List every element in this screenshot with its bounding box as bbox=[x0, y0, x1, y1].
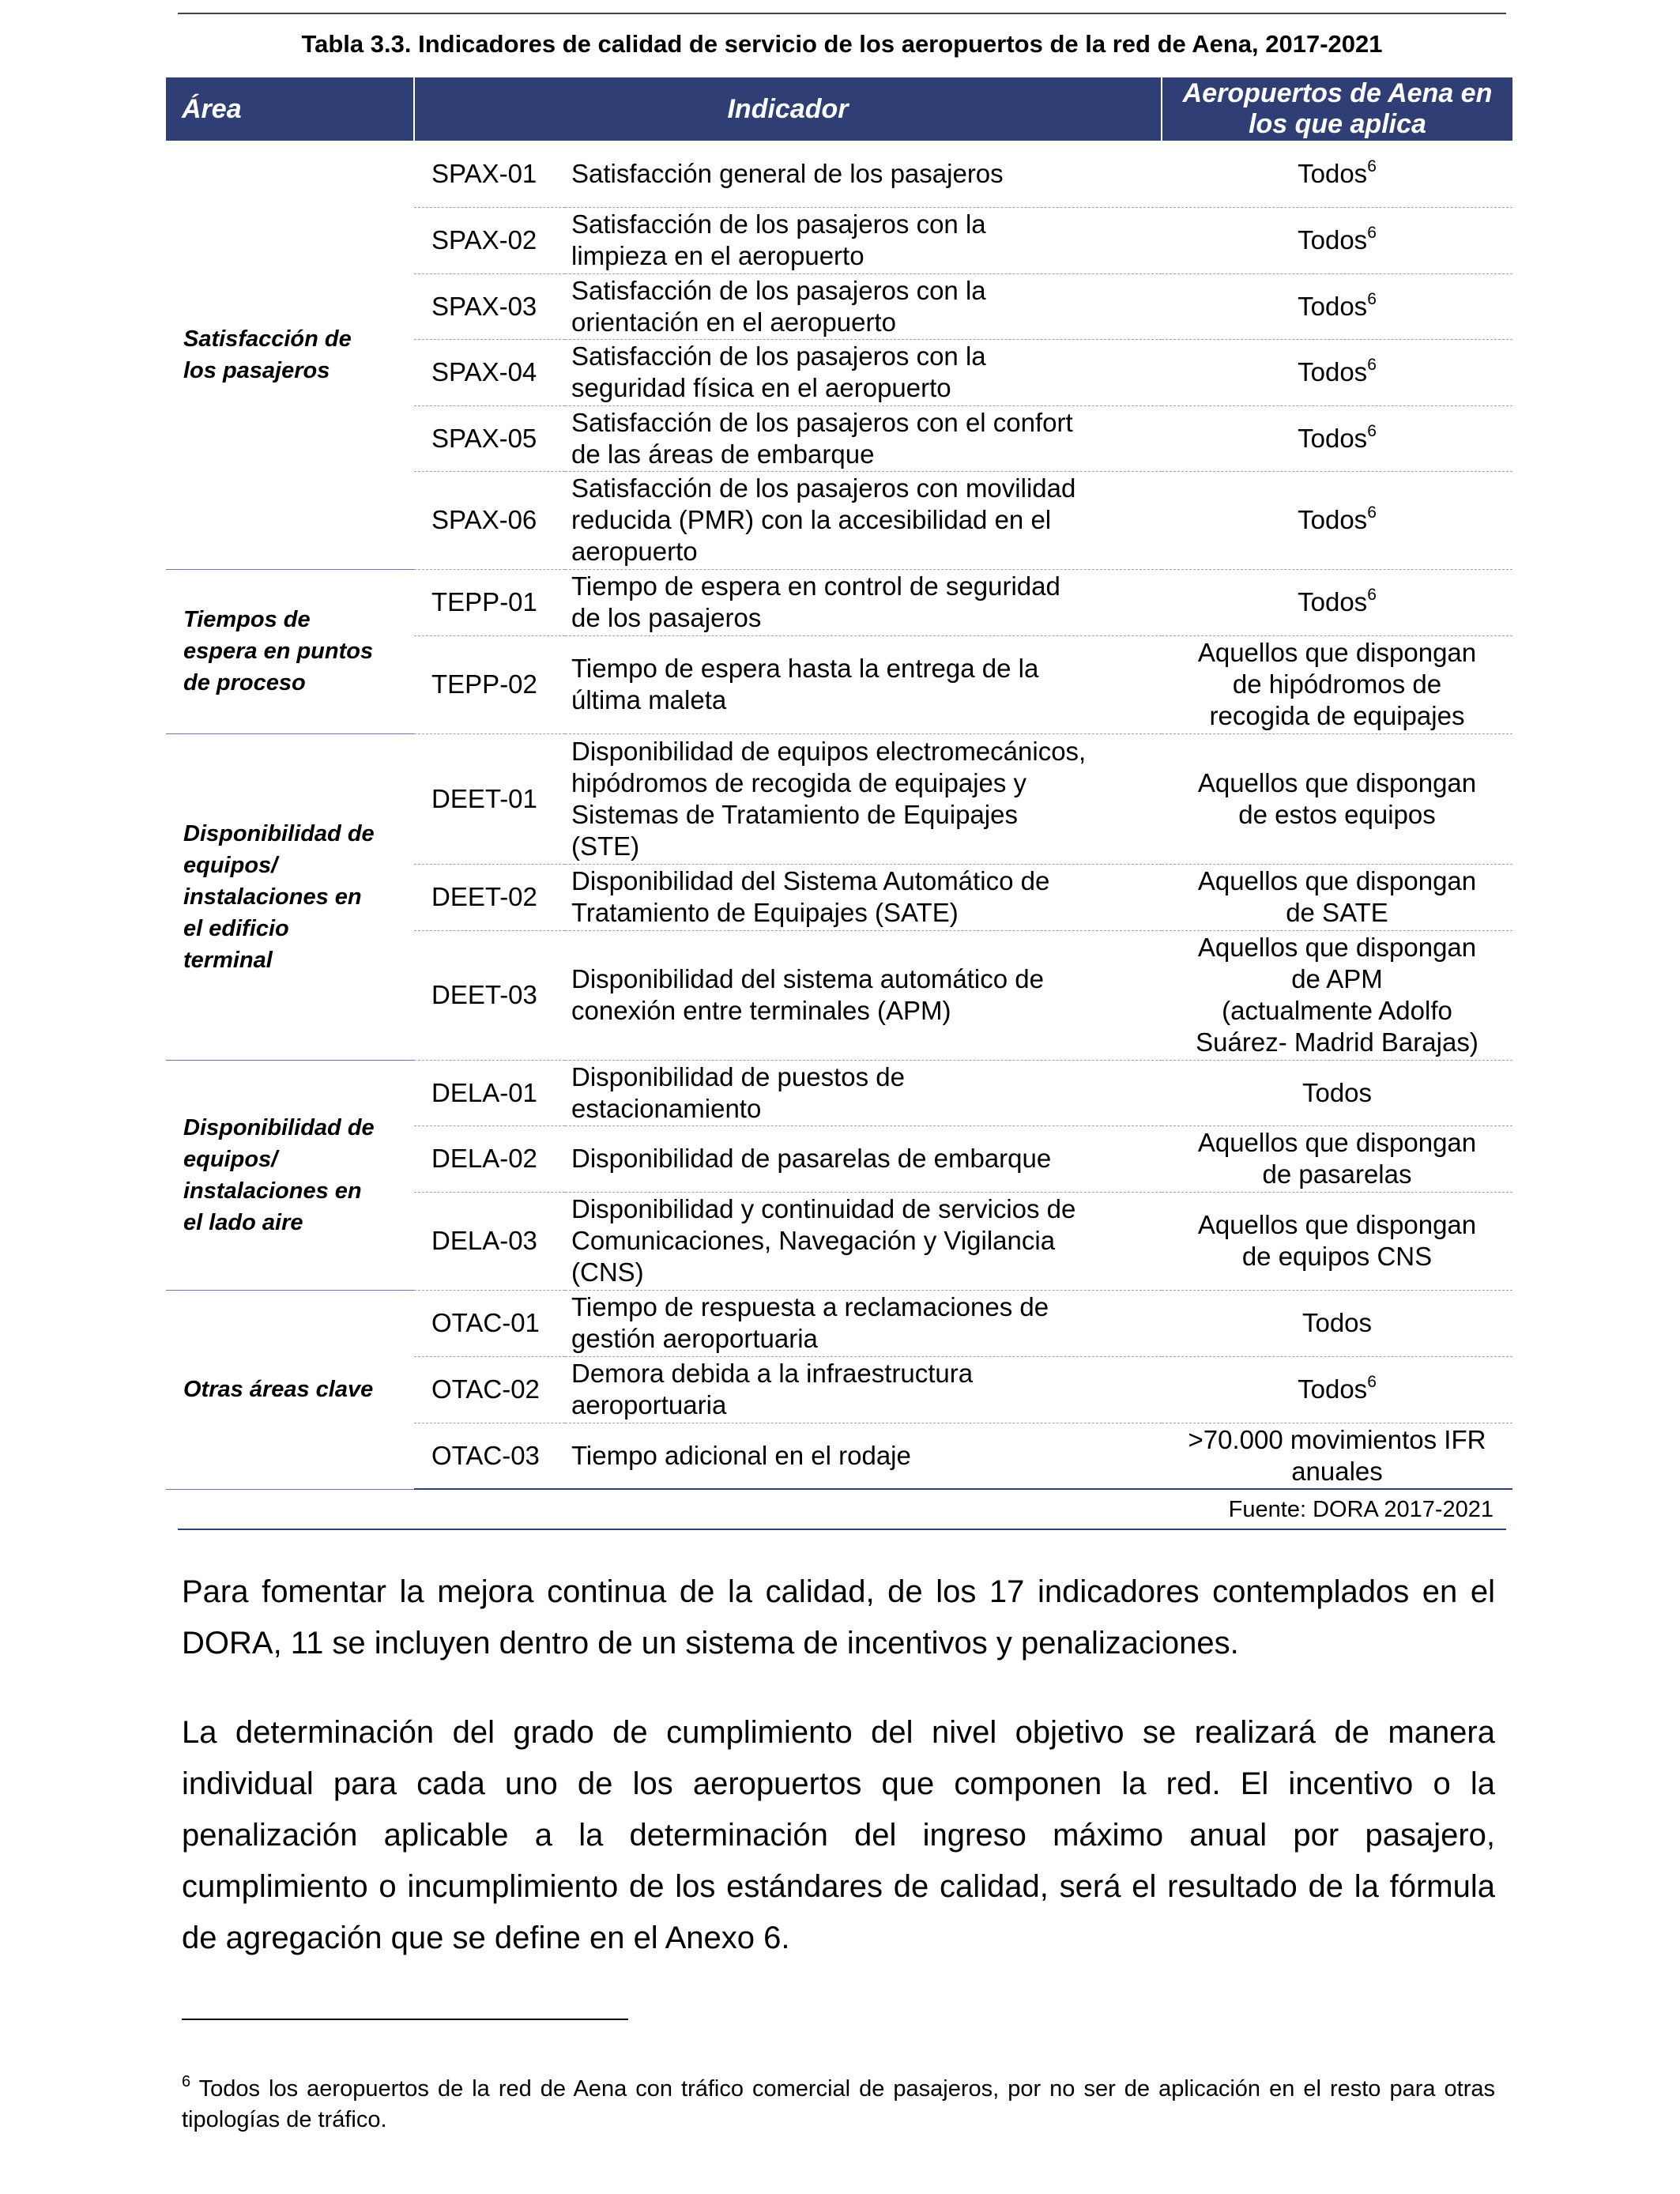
indicator-description bbox=[565, 864, 1162, 930]
applies-line: Todos bbox=[1298, 357, 1368, 386]
applies-line: de hipódromos de bbox=[1232, 669, 1442, 699]
description-line: Tiempo de espera en control de seguridad bbox=[571, 571, 1060, 601]
applies-line: Aquellos que dispongan bbox=[1197, 638, 1477, 667]
indicator-description bbox=[565, 930, 1162, 1060]
description-line: aeropuerto bbox=[571, 537, 698, 566]
description-line: estacionamiento bbox=[571, 1093, 762, 1123]
applies-cell bbox=[1162, 141, 1512, 207]
applies-cell bbox=[1162, 339, 1512, 405]
applies-line: Todos bbox=[1298, 225, 1368, 254]
description-line: Tiempo de respuesta a reclamaciones de bbox=[571, 1292, 1049, 1321]
applies-line: Aquellos que dispongan bbox=[1197, 1210, 1477, 1239]
applies-line: de equipos CNS bbox=[1241, 1242, 1433, 1271]
applies-line: Todos bbox=[1298, 1374, 1368, 1404]
area-label-line: equipos/ bbox=[183, 852, 278, 878]
description-line: reducida (PMR) con la accesibilidad en el bbox=[571, 505, 1052, 534]
indicator-code: SPAX-04 bbox=[414, 339, 565, 405]
description-line: Satisfacción de los pasajeros con la bbox=[571, 275, 986, 305]
applies-cell bbox=[1162, 864, 1512, 930]
description-line: Satisfacción de los pasajeros con la bbox=[571, 341, 986, 371]
source-note: Fuente: DORA 2017-2021 bbox=[1228, 1497, 1494, 1522]
table-row bbox=[166, 1060, 1512, 1125]
indicator-code: DEET-03 bbox=[414, 930, 565, 1060]
table-header-row bbox=[166, 77, 1512, 141]
applies-cell bbox=[1162, 1356, 1512, 1423]
indicator-code: SPAX-01 bbox=[414, 141, 565, 207]
footnote bbox=[182, 2074, 1495, 2136]
footnote-text: Todos los aeropuertos de la red de Aena con tráfico comercial de pasajeros, por no ser de aplicación en el resto para otras tipologías de tráfico. bbox=[182, 2076, 1495, 2132]
area-label-line: Disponibilidad de bbox=[183, 1114, 375, 1140]
area-label-line: equipos/ bbox=[183, 1146, 278, 1172]
indicator-description bbox=[565, 1192, 1162, 1290]
description-line: Satisfacción de los pasajeros con la bbox=[571, 209, 986, 239]
description-line: Tiempo adicional en el rodaje bbox=[571, 1440, 911, 1470]
area-label-line: instalaciones en bbox=[183, 884, 362, 910]
applies-line: Todos bbox=[1298, 158, 1368, 188]
indicator-description bbox=[565, 733, 1162, 864]
description-line: orientación en el aeropuerto bbox=[571, 307, 896, 337]
indicators-table bbox=[166, 77, 1512, 1490]
area-label-line: espera en puntos bbox=[183, 639, 374, 664]
footnote-mark: 6 bbox=[182, 2073, 191, 2090]
indicator-description bbox=[565, 405, 1162, 471]
description-line: de las áreas de embarque bbox=[571, 439, 875, 469]
indicator-code: TEPP-01 bbox=[414, 569, 565, 635]
paragraph-incentives: Para fomentar la mejora continua de la calidad, de los 17 indicadores contemplados en el DORA, 11 se incluyen dentro de un sistema de incentivos y penalizaciones. bbox=[182, 1574, 1495, 1661]
footnote-ref: 6 bbox=[1367, 289, 1377, 308]
applies-line: Todos bbox=[1298, 423, 1368, 453]
footnote-ref: 6 bbox=[1367, 586, 1377, 604]
applies-line: Todos bbox=[1298, 505, 1368, 534]
indicator-description bbox=[565, 1423, 1162, 1489]
indicator-code: SPAX-06 bbox=[414, 471, 565, 569]
area-label-line: Satisfacción de bbox=[183, 326, 352, 352]
footnote-ref: 6 bbox=[1367, 356, 1377, 374]
applies-line: anuales bbox=[1291, 1456, 1383, 1486]
indicator-code: DELA-01 bbox=[414, 1060, 565, 1125]
description-line: Disponibilidad de puestos de bbox=[571, 1061, 905, 1091]
area-label-line: de proceso bbox=[183, 670, 306, 696]
applies-cell bbox=[1162, 405, 1512, 471]
description-line: Disponibilidad y continuidad de servicios de bbox=[571, 1194, 1076, 1223]
applies-cell bbox=[1162, 273, 1512, 339]
description-line: Sistemas de Tratamiento de Equipajes bbox=[571, 799, 1018, 829]
description-line: Comunicaciones, Navegación y Vigilancia bbox=[571, 1226, 1056, 1255]
description-line: Disponibilidad de pasarelas de embarque bbox=[571, 1144, 1052, 1173]
area-label-line: los pasajeros bbox=[183, 357, 330, 383]
description-line: (CNS) bbox=[571, 1257, 644, 1287]
indicator-description bbox=[565, 471, 1162, 569]
applies-cell bbox=[1162, 207, 1512, 273]
header-applies bbox=[1162, 77, 1512, 141]
applies-line: recogida de equipajes bbox=[1209, 701, 1465, 730]
description-line: última maleta bbox=[571, 685, 727, 714]
table-row bbox=[166, 141, 1512, 207]
area-label-line: terminal bbox=[183, 947, 273, 973]
applies-line: de SATE bbox=[1286, 898, 1388, 927]
applies-line: Aquellos que dispongan bbox=[1197, 767, 1477, 797]
indicator-code: DEET-01 bbox=[414, 733, 565, 864]
description-line: limpieza en el aeropuerto bbox=[571, 241, 864, 270]
applies-line: de estos equipos bbox=[1238, 799, 1436, 829]
source-rule bbox=[178, 1529, 1506, 1530]
description-line: hipódromos de recogida de equipajes y bbox=[571, 767, 1027, 797]
indicator-code: OTAC-02 bbox=[414, 1356, 565, 1423]
area-label-line: instalaciones en bbox=[183, 1178, 362, 1204]
applies-line: Aquellos que dispongan bbox=[1197, 933, 1477, 962]
description-line: Satisfacción general de los pasajeros bbox=[571, 158, 1004, 188]
description-line: Disponibilidad del Sistema Automático de bbox=[571, 866, 1050, 895]
applies-cell bbox=[1162, 1060, 1512, 1125]
area-label-line: Tiempos de bbox=[183, 607, 311, 632]
indicator-description bbox=[565, 635, 1162, 733]
table-row bbox=[166, 733, 1512, 864]
header-area: Área bbox=[166, 77, 414, 141]
description-line: conexión entre terminales (APM) bbox=[571, 996, 951, 1025]
applies-line: >70.000 movimientos IFR bbox=[1188, 1424, 1486, 1454]
indicator-code: DEET-02 bbox=[414, 864, 565, 930]
description-line: Disponibilidad de equipos electromecánicos, bbox=[571, 736, 1087, 766]
description-line: Tiempo de espera hasta la entrega de la bbox=[571, 654, 1039, 683]
applies-line: Todos bbox=[1301, 1077, 1373, 1107]
header-indicator: Indicador bbox=[414, 77, 1162, 141]
area-cell bbox=[166, 1060, 414, 1290]
indicator-code: DELA-02 bbox=[414, 1125, 565, 1192]
area-label-line: el lado aire bbox=[183, 1209, 303, 1235]
top-rule bbox=[178, 13, 1506, 14]
indicator-description bbox=[565, 1125, 1162, 1192]
indicator-description bbox=[565, 1356, 1162, 1423]
footnote-ref: 6 bbox=[1367, 421, 1377, 440]
area-label-line: Otras áreas clave bbox=[183, 1377, 374, 1402]
applies-cell bbox=[1162, 1290, 1512, 1356]
applies-cell bbox=[1162, 733, 1512, 864]
description-line: gestión aeroportuaria bbox=[571, 1324, 818, 1353]
applies-line: Todos bbox=[1301, 1308, 1373, 1337]
applies-line: (actualmente Adolfo bbox=[1222, 996, 1452, 1025]
applies-cell bbox=[1162, 930, 1512, 1060]
footnote-ref: 6 bbox=[1367, 1373, 1377, 1391]
footnote-ref: 6 bbox=[1367, 503, 1377, 522]
area-cell bbox=[166, 733, 414, 1060]
header-applies-line1: Aeropuertos de Aena en bbox=[1182, 78, 1493, 108]
applies-cell bbox=[1162, 569, 1512, 635]
indicator-code: DELA-03 bbox=[414, 1192, 565, 1290]
description-line: Disponibilidad del sistema automático de bbox=[571, 964, 1044, 993]
description-line: Demora debida a la infraestructura bbox=[571, 1359, 974, 1388]
description-line: Satisfacción de los pasajeros con movilidad bbox=[571, 473, 1076, 503]
area-cell bbox=[166, 1290, 414, 1489]
footnote-ref: 6 bbox=[1367, 224, 1377, 242]
indicator-code: SPAX-05 bbox=[414, 405, 565, 471]
table-row bbox=[166, 1290, 1512, 1356]
applies-line: Aquellos que dispongan bbox=[1197, 1128, 1477, 1157]
description-line: Tratamiento de Equipajes (SATE) bbox=[571, 898, 959, 927]
applies-line: Todos bbox=[1298, 587, 1368, 616]
applies-line: Aquellos que dispongan bbox=[1197, 866, 1477, 895]
indicator-description bbox=[565, 141, 1162, 207]
header-applies-line2: los que aplica bbox=[1249, 109, 1426, 139]
description-line: seguridad física en el aeropuerto bbox=[571, 373, 951, 402]
table-body bbox=[166, 141, 1512, 1489]
indicator-description bbox=[565, 339, 1162, 405]
indicator-description bbox=[565, 207, 1162, 273]
area-cell bbox=[166, 141, 414, 569]
paragraph-compliance: La determinación del grado de cumplimiento del nivel objetivo se realizará de manera individual para cada uno de los aeropuertos que componen la red. El incentivo o la penalización aplicable a la determinación del ingreso máximo anual por pasajero, cumplimiento o incumplimiento de los estándares de calidad, será el resultado de la fórmula de agregación que se define en el Anexo 6. bbox=[182, 1715, 1495, 1955]
applies-line: Todos bbox=[1298, 291, 1368, 321]
applies-line: de pasarelas bbox=[1262, 1159, 1412, 1189]
table-row bbox=[166, 569, 1512, 635]
applies-line: de APM bbox=[1291, 964, 1383, 993]
indicator-code: OTAC-01 bbox=[414, 1290, 565, 1356]
indicator-description bbox=[565, 1290, 1162, 1356]
applies-line: Suárez- Madrid Barajas) bbox=[1196, 1027, 1478, 1057]
applies-cell bbox=[1162, 471, 1512, 569]
description-line: Satisfacción de los pasajeros con el confort bbox=[571, 407, 1073, 437]
footnote-rule bbox=[182, 2019, 628, 2020]
table-caption: Tabla 3.3. Indicadores de calidad de servicio de los aeropuertos de la red de Aena, 2017-2021 bbox=[301, 30, 1383, 58]
indicator-description bbox=[565, 569, 1162, 635]
applies-cell bbox=[1162, 635, 1512, 733]
applies-cell bbox=[1162, 1423, 1512, 1489]
applies-cell bbox=[1162, 1192, 1512, 1290]
description-line: (STE) bbox=[571, 831, 640, 861]
indicator-description bbox=[565, 1060, 1162, 1125]
indicator-code: SPAX-02 bbox=[414, 207, 565, 273]
area-label-line: el edificio bbox=[183, 915, 289, 941]
description-line: de los pasajeros bbox=[571, 603, 762, 632]
applies-cell bbox=[1162, 1125, 1512, 1192]
indicator-description bbox=[565, 273, 1162, 339]
indicator-code: OTAC-03 bbox=[414, 1423, 565, 1489]
indicator-code: SPAX-03 bbox=[414, 273, 565, 339]
footnote-ref: 6 bbox=[1367, 156, 1377, 175]
description-line: aeroportuaria bbox=[571, 1390, 727, 1419]
area-cell bbox=[166, 569, 414, 733]
indicator-code: TEPP-02 bbox=[414, 635, 565, 733]
area-label-line: Disponibilidad de bbox=[183, 820, 375, 846]
